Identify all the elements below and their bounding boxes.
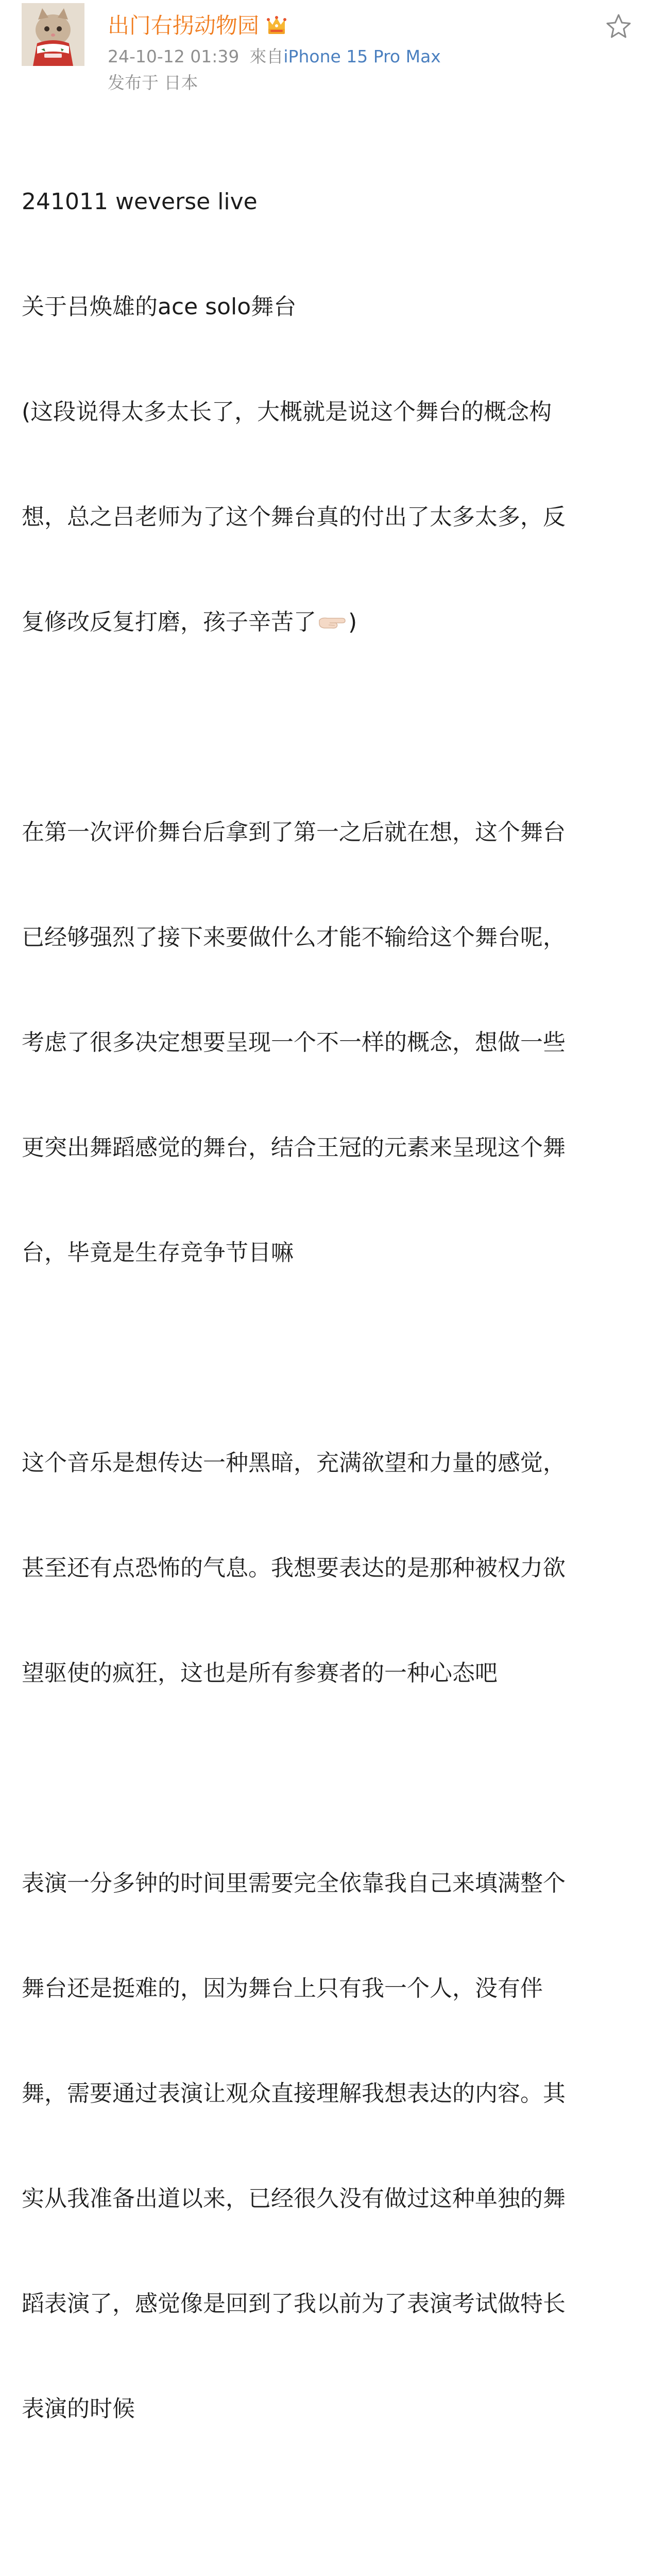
text-line: 这个音乐是想传达一种黑暗，充满欲望和力量的感觉， — [22, 1450, 566, 1476]
post-paragraph — [22, 2532, 619, 2576]
text-line: 舞台还是挺难的，因为舞台上只有我一个人，没有伴 — [22, 1975, 543, 2002]
pointing-hand-emoji-icon — [316, 608, 348, 629]
text-line: 甚至还有点恐怖的气息。我想要表达的是那种被权力欲 — [22, 1555, 566, 1581]
username[interactable] — [108, 11, 288, 40]
post-location: 发布于 日本 — [108, 73, 198, 93]
post-body — [22, 114, 619, 2576]
text-segment: 复修改反复打磨，孩子辛苦了 — [22, 609, 316, 635]
text-line: 望驱使的疯狂，这也是所有参赛者的一种心态吧 — [22, 1660, 498, 1686]
username-text[interactable]: 出门右拐动物园 — [108, 13, 260, 38]
post-paragraph-intro — [22, 114, 619, 710]
post-paragraph — [22, 1796, 619, 2497]
text-line: 蹈表演了，感觉像是回到了我以前为了表演考试做特长 — [22, 2291, 566, 2317]
text-line — [22, 605, 619, 640]
post-header — [0, 0, 650, 103]
text-line: 台，毕竟是生存竞争节目嘛 — [22, 1240, 294, 1266]
source-prefix: 來自 — [249, 46, 284, 66]
text-line: 实从我准备出道以来，已经很久没有做过这种单独的舞 — [22, 2185, 566, 2212]
text-line: 表演一分多钟的时间里需要完全依靠我自己来填满整个 — [22, 1870, 566, 1896]
kitten-avatar-image — [22, 3, 84, 66]
text-line: 表演的时候 — [22, 2396, 135, 2422]
source-device-link[interactable]: iPhone 15 Pro Max — [283, 46, 441, 66]
text-line: (这段说得太多太长了，大概就是说这个舞台的概念构 — [22, 399, 552, 425]
text-line: 考虑了很多决定想要呈现一个不一样的概念，想做一些 — [22, 1029, 566, 1056]
star-icon[interactable] — [605, 12, 632, 40]
text-line: 关于吕焕雄的ace solo舞台 — [22, 294, 297, 320]
text-line: 已经够强烈了接下来要做什么才能不输给这个舞台呢， — [22, 924, 566, 951]
text-line: 更突出舞蹈感觉的舞台，结合王冠的元素来呈现这个舞 — [22, 1134, 566, 1161]
text-line: 舞，需要通过表演让观众直接理解我想表达的内容。其 — [22, 2080, 566, 2107]
text-line: 想，总之吕老师为了这个舞台真的付出了太多太多，反 — [22, 504, 566, 530]
text-line: 241011 weverse live — [22, 189, 258, 215]
post-meta — [108, 45, 441, 68]
text-line: 在第一次评价舞台后拿到了第一之后就在想，这个舞台 — [22, 819, 566, 845]
text-segment: ) — [348, 609, 357, 635]
avatar[interactable] — [22, 3, 84, 66]
post-paragraph — [22, 745, 619, 1341]
post-timestamp: 24-10-12 01:39 — [108, 46, 240, 66]
crown-icon — [265, 14, 288, 37]
post-paragraph — [22, 1376, 619, 1761]
